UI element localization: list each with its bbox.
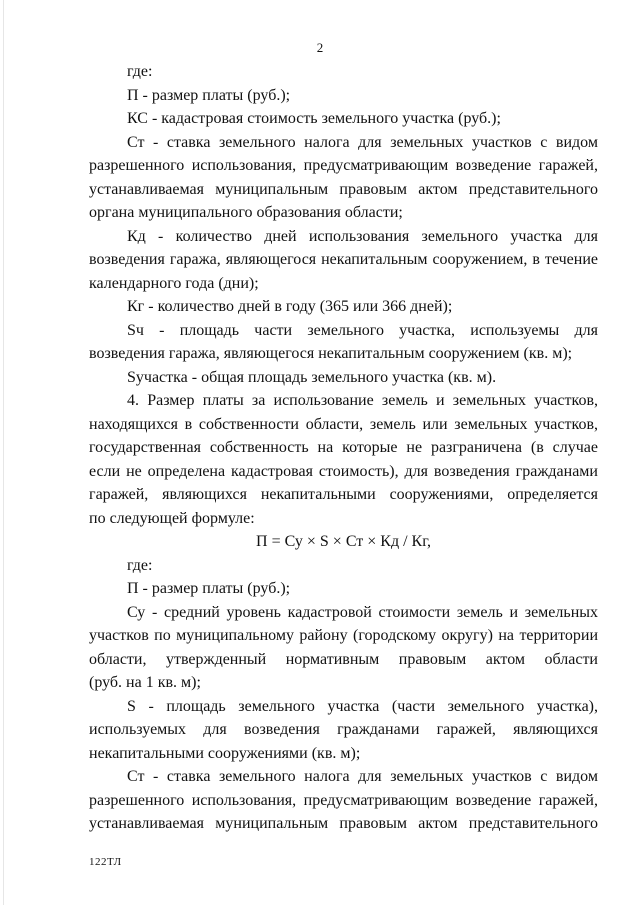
text-line: некапитальными сооружениями (кв. м); (89, 744, 361, 762)
text-line: если не определена кадастровая стоимость), для возведения гражданами (89, 462, 598, 480)
text-line: устанавливаемая муниципальным правовым актом представительного (89, 815, 598, 832)
text-line: Кд - количество дней использования земельного участка для (127, 227, 598, 245)
text-line: где: (127, 63, 153, 80)
text-line: разрешенного использования, предусматривающим возведение гаражей, (89, 791, 598, 809)
scan-edge (3, 0, 4, 905)
text-line: Кг - количество дней в году (365 или 366 дней); (127, 298, 453, 315)
text-line: участков по муниципальному району (городскому округу) на территории (89, 627, 598, 644)
text-line: разрешенного использования, предусматривающим возведение гаражей, (89, 157, 598, 174)
text-line: 4. Размер платы за использование земель и земельных участков, (127, 392, 598, 409)
text-line: (руб. на 1 кв. м); (89, 674, 201, 691)
formula: П = Су × S × Ст × Кд / Кг, (256, 533, 431, 550)
footer-code: 122ТЛ (89, 856, 122, 868)
text-line: по следующей формуле: (89, 509, 255, 527)
text-line: области, утвержденный нормативным правовым актом области (89, 650, 598, 668)
text-line: S - площадь земельного участка (части земельного участка), (127, 697, 598, 715)
text-line: гаражей, являющихся некапитальными сооружениями, определяется (89, 486, 598, 503)
text-line: устанавливаемая муниципальным правовым актом представительного (89, 180, 598, 198)
text-line: находящихся в собственности области, земель или земельных участков, (89, 415, 598, 433)
text-line: Sучастка - общая площадь земельного участка (кв. м). (127, 368, 497, 386)
text-line: П - размер платы (руб.); (127, 580, 291, 597)
text-line: где: (127, 556, 153, 574)
text-line: государственная собственность на которые не разграничена (в случае (89, 439, 598, 456)
text-line: Ст - ставка земельного налога для земельных участков с видом (127, 768, 598, 785)
text-line: Sч - площадь части земельного участка, используемы для (127, 321, 598, 339)
page-number: 2 (316, 40, 324, 55)
text-line: используемых для возведения гражданами гаражей, являющихся (89, 721, 598, 738)
text-line: Ст - ставка земельного налога для земельных участков с видом (127, 133, 598, 151)
text-line: П - размер платы (руб.); (127, 86, 291, 104)
text-line: возведения гаража, являющегося некапитальным сооружением (кв. м); (89, 345, 573, 362)
text-line: возведения гаража, являющегося некапитальным сооружением, в течение (89, 251, 598, 268)
text-line: органа муниципального образования области; (89, 204, 403, 221)
text-line: КС - кадастровая стоимость земельного участка (руб.); (127, 110, 501, 127)
text-line: Су - средний уровень кадастровой стоимости земель и земельных (127, 603, 598, 621)
document-body (89, 60, 598, 836)
text-line: календарного года (дни); (89, 274, 259, 292)
